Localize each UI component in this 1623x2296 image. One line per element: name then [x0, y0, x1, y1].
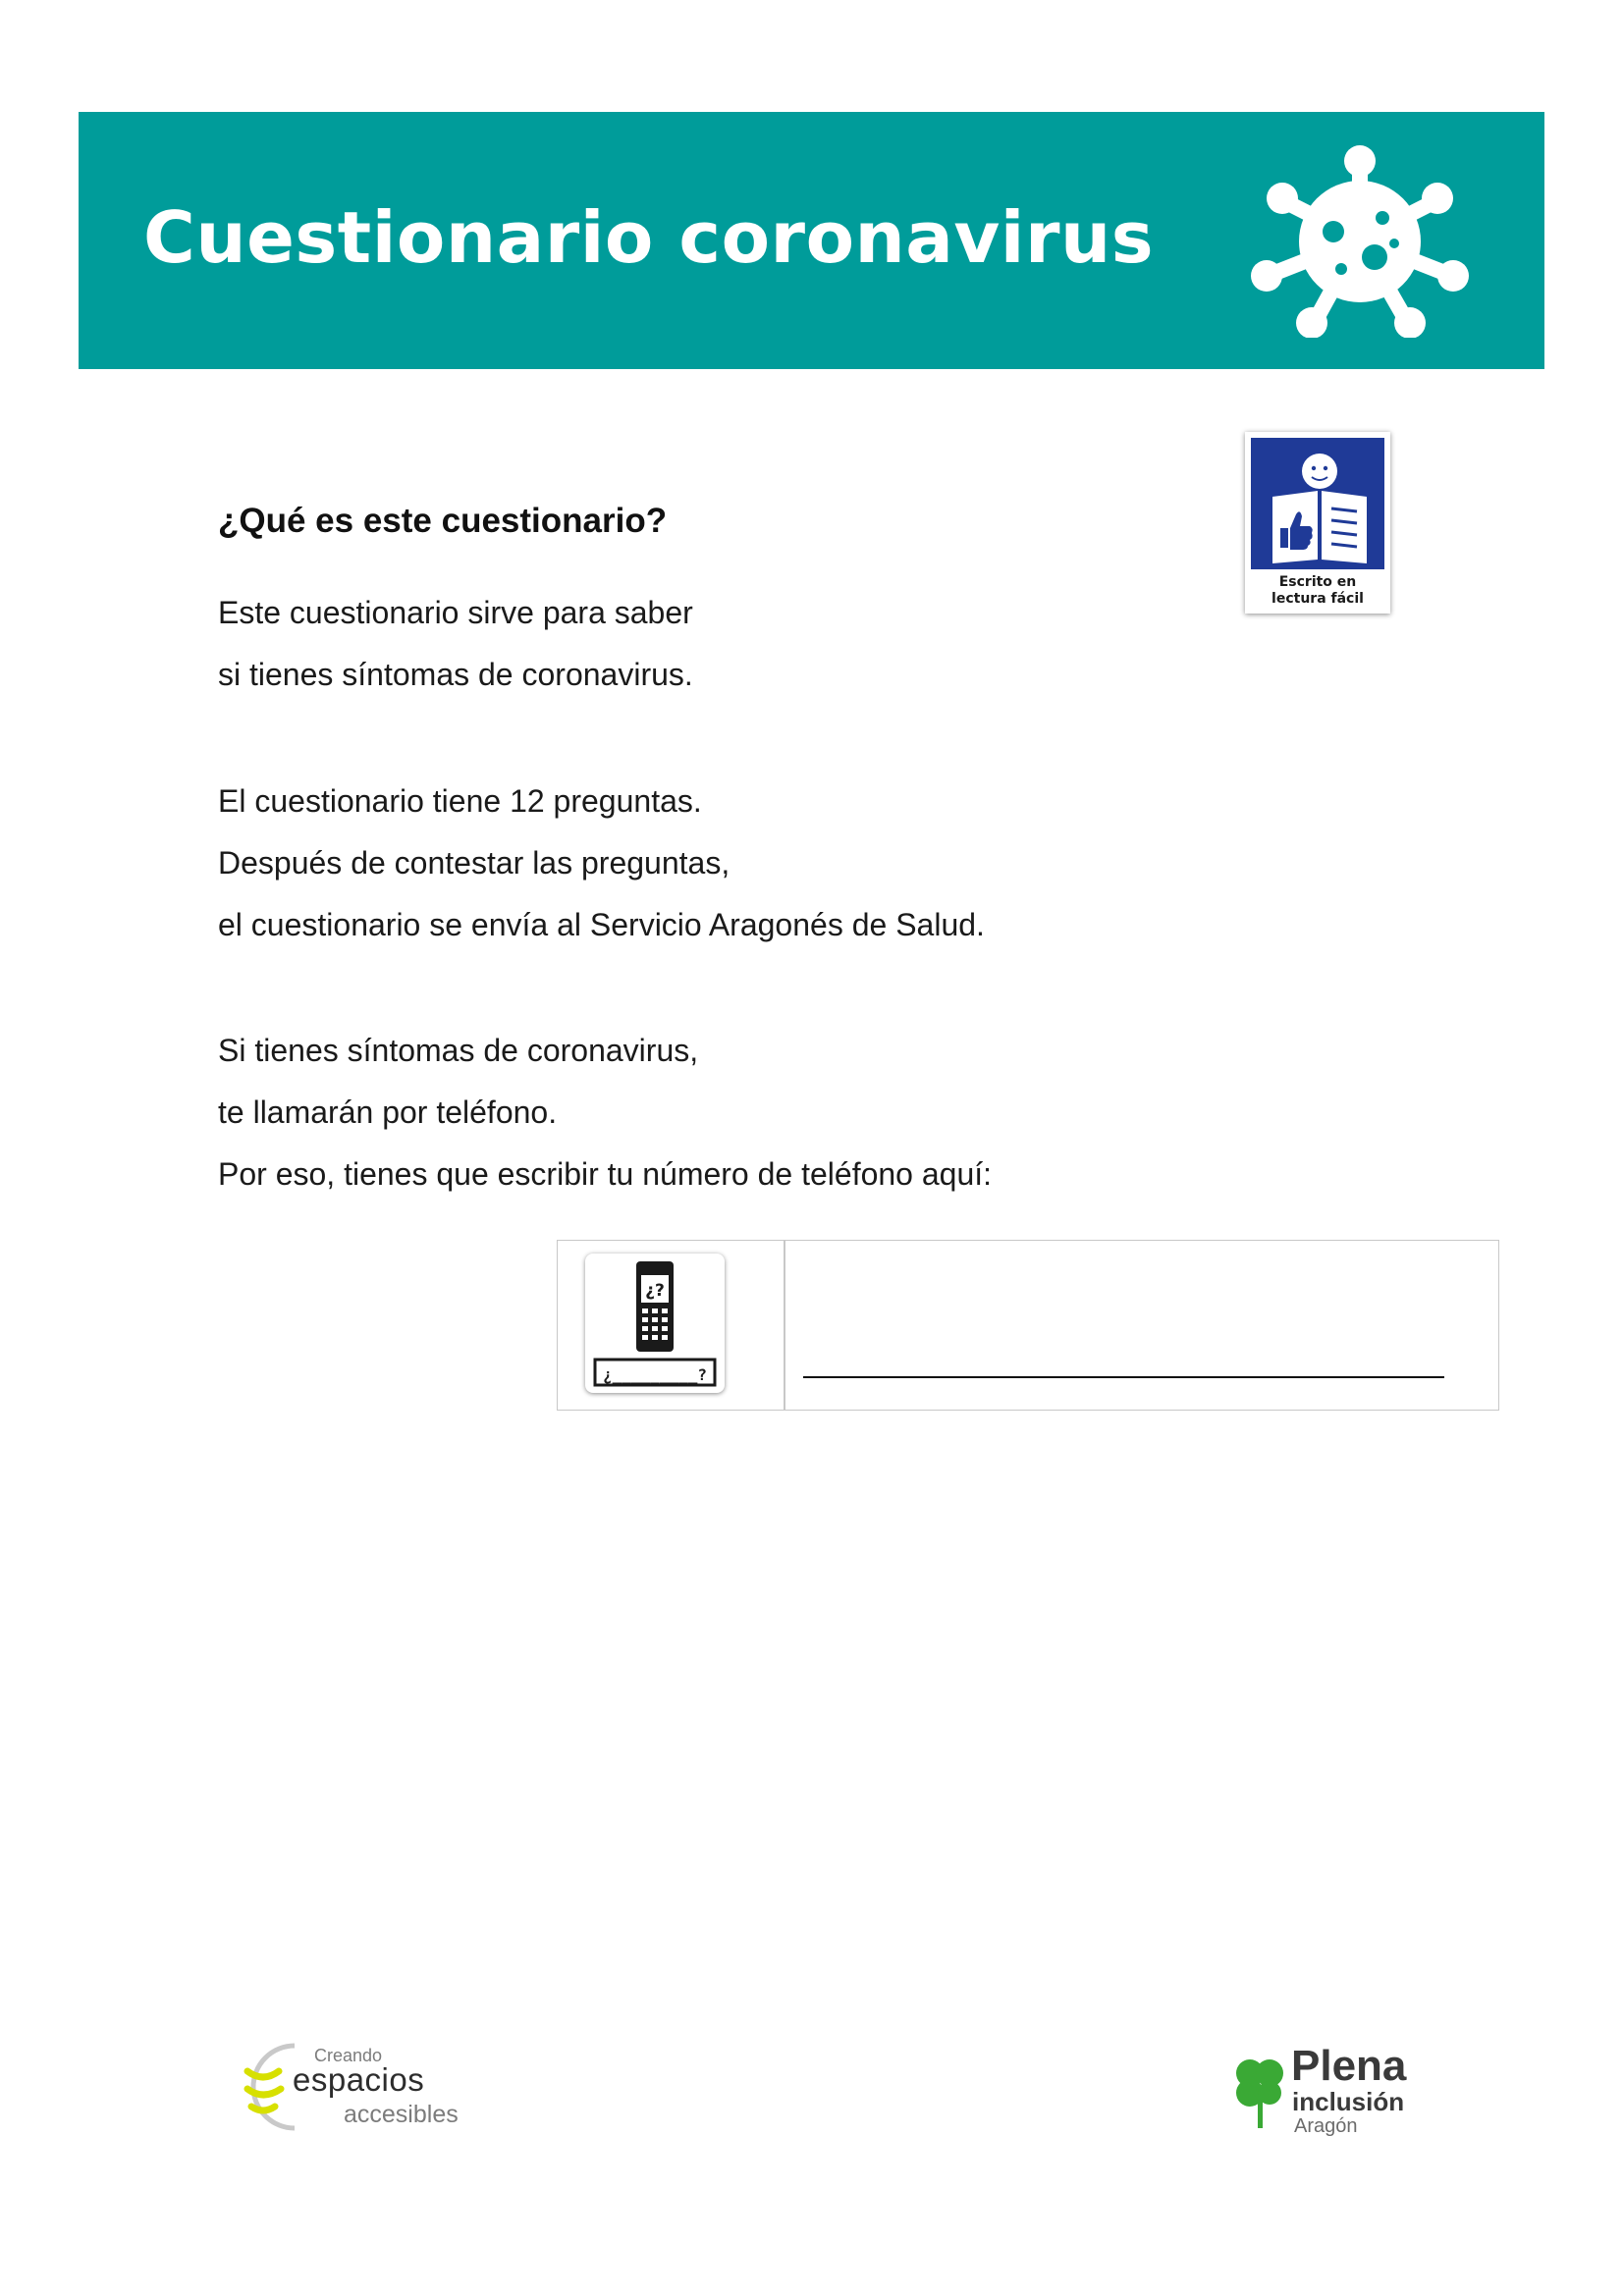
cell-divider: [784, 1241, 785, 1410]
phone-number-input-line[interactable]: [803, 1376, 1444, 1378]
text-line: Después de contestar las preguntas,: [218, 845, 730, 881]
phone-screen-text: ¿?: [645, 1281, 665, 1301]
paragraph: [218, 771, 985, 956]
virus-icon: [1237, 141, 1483, 338]
page-title: Cuestionario coronavirus: [143, 196, 1155, 279]
text-line: Por eso, tienes que escribir tu número de teléfono aquí:: [218, 1156, 993, 1192]
paragraph: [218, 1020, 992, 1205]
text-line: si tienes síntomas de coronavirus.: [218, 657, 693, 692]
text-line: Si tienes síntomas de coronavirus,: [218, 1033, 699, 1068]
section-heading: ¿Qué es este cuestionario?: [218, 502, 668, 540]
logo-text-aragon: Aragón: [1294, 2115, 1358, 2137]
logo-text-plena: Plena: [1291, 2042, 1407, 2090]
text-line: el cuestionario se envía al Servicio Aragonés de Salud.: [218, 907, 985, 942]
text-line: El cuestionario tiene 12 preguntas.: [218, 783, 702, 819]
header-banner: [79, 112, 1544, 369]
logo-text-accesibles: accesibles: [344, 2101, 459, 2128]
phone-number-field: [557, 1240, 1499, 1411]
logo-text-creando: Creando: [314, 2046, 383, 2065]
easy-read-badge: [1245, 432, 1390, 614]
text-line: Este cuestionario sirve para saber: [218, 595, 693, 630]
text-line: te llamarán por teléfono.: [218, 1095, 558, 1130]
easy-read-label: Escrito en lectura fácil: [1271, 574, 1364, 607]
paragraph: [218, 582, 693, 706]
logo-text-espacios: espacios: [293, 2061, 425, 2098]
creando-espacios-accesibles-logo: [234, 2032, 479, 2140]
phone-number-icon: [585, 1254, 725, 1393]
logo-text-inclusion: inclusión: [1292, 2087, 1405, 2116]
easy-read-icon: [1251, 438, 1384, 569]
phone-field-placeholder: ¿_________?: [603, 1365, 707, 1384]
plena-inclusion-logo: [1230, 2042, 1427, 2140]
